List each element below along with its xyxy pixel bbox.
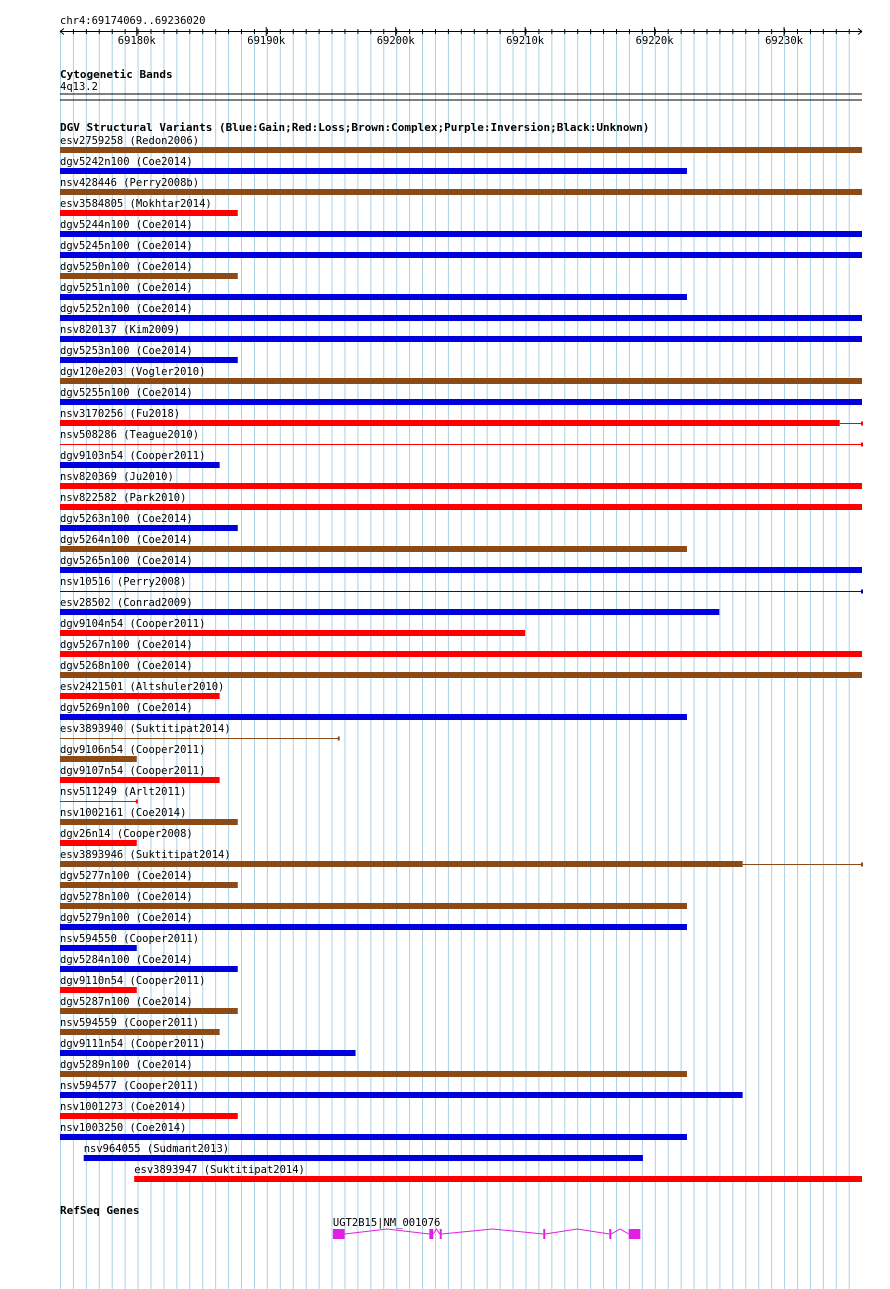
dgv-feature-label: nsv594550 (Cooper2011) [60,933,200,945]
gene-exon [333,1229,345,1239]
dgv-feature-label: dgv5255n100 (Coe2014) [60,387,193,399]
dgv-feature-bar[interactable] [60,987,137,993]
dgv-feature-label: dgv9106n54 (Cooper2011) [60,744,206,756]
dgv-feature-label: dgv5251n100 (Coe2014) [60,282,193,294]
dgv-feature-bar[interactable] [60,966,238,972]
dgv-feature-label: esv28502 (Conrad2009) [60,597,193,609]
ruler-tick-label: 69180k [117,35,156,47]
ruler-tick-label: 69230k [765,35,804,47]
dgv-feature[interactable] [60,597,719,615]
dgv-feature-bar[interactable] [60,315,862,321]
gene-model[interactable] [333,1217,640,1239]
dgv-feature-bar[interactable] [60,1092,743,1098]
dgv-feature-label: esv2421501 (Altshuler2010) [60,681,225,693]
dgv-feature-bar[interactable] [60,378,862,384]
gene-exon [543,1229,545,1239]
dgv-feature[interactable] [60,765,220,783]
dgv-feature-label: esv3893947 (Suktitipat2014) [134,1164,305,1176]
dgv-feature[interactable] [60,450,220,468]
dgv-feature-bar[interactable] [84,1155,643,1161]
gene-intron [442,1229,544,1234]
dgv-feature-bar[interactable] [60,336,862,342]
dgv-feature-bar[interactable] [60,420,840,426]
dgv-feature[interactable] [84,1143,643,1161]
dgv-feature[interactable] [60,534,687,552]
dgv-feature-bar[interactable] [60,945,137,951]
dgv-feature[interactable] [60,744,205,762]
dgv-feature-end-mark [338,737,340,741]
dgv-feature-bar[interactable] [60,294,687,300]
dgv-feature-bar[interactable] [60,189,862,195]
dgv-feature-label: esv3584805 (Mokhtar2014) [60,198,212,210]
dgv-feature[interactable] [60,1080,743,1098]
dgv-track-title: DGV Structural Variants (Blue:Gain;Red:Loss;Brown:Complex;Purple:Inversion;Black:Unknown) [60,121,650,134]
dgv-feature-label: esv3893946 (Suktitipat2014) [60,849,231,861]
dgv-feature-bar[interactable] [134,1176,862,1182]
dgv-feature[interactable] [60,513,238,531]
dgv-feature-label: dgv9107n54 (Cooper2011) [60,765,206,777]
dgv-feature-label: nsv511249 (Arlt2011) [60,786,187,798]
dgv-feature-label: dgv5252n100 (Coe2014) [60,303,193,315]
dgv-feature-label: dgv9111n54 (Cooper2011) [60,1038,206,1050]
dgv-feature-label: dgv5277n100 (Coe2014) [60,870,193,882]
gene-models [333,1217,640,1239]
dgv-feature[interactable] [60,618,525,636]
dgv-feature[interactable] [60,828,193,846]
dgv-feature-end-mark [861,443,863,447]
dgv-feature-end-mark [861,863,863,867]
dgv-feature-label: dgv5284n100 (Coe2014) [60,954,193,966]
dgv-feature[interactable] [60,1122,687,1140]
dgv-feature[interactable] [60,912,687,930]
dgv-feature-bar[interactable] [60,1050,356,1056]
dgv-feature-label: nsv1002161 (Coe2014) [60,807,187,819]
dgv-feature-bar[interactable] [60,609,719,615]
dgv-feature-end-mark [861,422,863,426]
dgv-feature-bar[interactable] [60,861,743,867]
dgv-feature-label: nsv822582 (Park2010) [60,492,187,504]
dgv-feature-bar[interactable] [60,903,687,909]
dgv-feature-bar[interactable] [60,777,220,783]
dgv-feature-bar[interactable] [60,273,238,279]
dgv-feature-bar[interactable] [60,462,220,468]
dgv-feature-label: dgv5242n100 (Coe2014) [60,156,193,168]
dgv-feature-end-mark [136,800,138,804]
dgv-feature-label: dgv5264n100 (Coe2014) [60,534,193,546]
cytoband-track-title: Cytogenetic Bands [60,68,173,81]
region-label: chr4:69174069..69236020 [60,15,206,27]
dgv-feature[interactable] [134,1164,862,1182]
dgv-feature-label: nsv508286 (Teague2010) [60,429,200,441]
dgv-feature-bar[interactable] [60,399,862,405]
dgv-feature-bar[interactable] [60,819,238,825]
refseq-track [60,1204,640,1239]
refseq-track-title: RefSeq Genes [60,1204,140,1217]
dgv-feature[interactable] [60,954,238,972]
dgv-feature[interactable] [60,723,340,741]
dgv-feature-label: nsv964055 (Sudmant2013) [83,1143,230,1155]
gene-exon [440,1229,442,1239]
dgv-feature-bar[interactable] [60,882,238,888]
dgv-feature[interactable] [60,996,238,1014]
dgv-feature-label: dgv5265n100 (Coe2014) [60,555,193,567]
dgv-feature-label: dgv5244n100 (Coe2014) [60,219,193,231]
dgv-feature-bar[interactable] [60,483,862,489]
dgv-feature[interactable] [60,1038,356,1056]
dgv-feature-bar[interactable] [60,357,238,363]
dgv-feature-label: dgv9104n54 (Cooper2011) [60,618,206,630]
dgv-feature[interactable] [60,891,687,909]
ruler-tick-label: 69220k [635,35,674,47]
dgv-feature[interactable] [60,702,687,720]
dgv-feature-bar[interactable] [60,840,137,846]
dgv-feature-bar[interactable] [60,252,862,258]
dgv-feature-bar[interactable] [60,567,862,573]
gene-exon [429,1229,433,1239]
dgv-feature-label: dgv5279n100 (Coe2014) [60,912,193,924]
dgv-feature-bar[interactable] [60,630,525,636]
dgv-feature-label: dgv120e203 (Vogler2010) [60,366,206,378]
dgv-feature-bar[interactable] [60,168,687,174]
dgv-feature-label: dgv9103n54 (Cooper2011) [60,450,206,462]
ruler-tick-label: 69200k [376,35,415,47]
dgv-feature-bar[interactable] [60,756,137,762]
dgv-feature-label: dgv5289n100 (Coe2014) [60,1059,193,1071]
dgv-feature-label: nsv1003250 (Coe2014) [60,1122,187,1134]
dgv-feature-bar[interactable] [60,1134,687,1140]
dgv-feature[interactable] [60,681,224,699]
dgv-feature-label: nsv1001273 (Coe2014) [60,1101,187,1113]
dgv-feature[interactable] [60,1017,220,1035]
dgv-feature-label: dgv5269n100 (Coe2014) [60,702,193,714]
dgv-feature-label: dgv5263n100 (Coe2014) [60,513,193,525]
dgv-feature-bar[interactable] [60,504,862,510]
dgv-feature-label: dgv5253n100 (Coe2014) [60,345,193,357]
dgv-feature-bar[interactable] [60,546,687,552]
dgv-feature-label: dgv5245n100 (Coe2014) [60,240,193,252]
dgv-feature-label: nsv594577 (Cooper2011) [60,1080,200,1092]
dgv-feature[interactable] [60,870,238,888]
dgv-feature[interactable] [60,261,238,279]
dgv-feature-bar[interactable] [60,231,862,237]
gene-intron [433,1229,439,1234]
cytoband-label: 4q13.2 [60,81,98,93]
dgv-feature[interactable] [60,933,199,951]
dgv-feature-bar[interactable] [60,924,687,930]
ruler-tick-label: 69210k [506,35,545,47]
gene-intron [611,1229,628,1234]
dgv-feature-bar[interactable] [60,1029,220,1035]
dgv-feature-label: dgv5250n100 (Coe2014) [60,261,193,273]
dgv-feature[interactable] [60,282,687,300]
dgv-feature-label: nsv594559 (Cooper2011) [60,1017,200,1029]
dgv-feature-label: nsv3170256 (Fu2018) [60,408,181,420]
gene-label: UGT2B15|NM_001076 [332,1217,441,1229]
dgv-feature-bar[interactable] [60,1113,238,1119]
dgv-feature-end-mark [861,590,863,594]
dgv-feature-bar[interactable] [60,693,220,699]
dgv-feature-label: dgv5278n100 (Coe2014) [60,891,193,903]
gene-intron [345,1229,430,1234]
dgv-feature[interactable] [60,345,238,363]
dgv-feature-label: dgv9110n54 (Cooper2011) [60,975,206,987]
dgv-feature-bar[interactable] [60,525,238,531]
dgv-feature[interactable] [60,807,238,825]
dgv-feature-label: esv3893940 (Suktitipat2014) [60,723,231,735]
dgv-feature[interactable] [60,786,186,804]
dgv-feature[interactable] [60,198,238,216]
dgv-feature-bar[interactable] [60,210,238,216]
dgv-feature-label: dgv5267n100 (Coe2014) [60,639,193,651]
ruler-tick-label: 69190k [247,35,286,47]
dgv-feature-label: nsv820369 (Ju2010) [60,471,174,483]
gene-exon [629,1229,641,1239]
dgv-feature[interactable] [60,156,687,174]
dgv-feature-bar[interactable] [60,672,862,678]
dgv-feature-bar[interactable] [60,1008,238,1014]
dgv-feature-label: esv2759258 (Redon2006) [60,135,200,147]
dgv-feature-bar[interactable] [60,147,862,153]
dgv-feature-label: nsv10516 (Perry2008) [60,576,187,588]
dgv-feature-label: nsv428446 (Perry2008b) [60,177,200,189]
gene-exon [609,1229,611,1239]
dgv-feature-label: dgv5268n100 (Coe2014) [60,660,193,672]
dgv-feature-label: nsv820137 (Kim2009) [60,324,181,336]
dgv-feature-bar[interactable] [60,1071,687,1077]
dgv-feature-bar[interactable] [60,651,862,657]
dgv-feature[interactable] [60,1101,238,1119]
dgv-feature[interactable] [60,975,205,993]
dgv-feature-bar[interactable] [60,714,687,720]
dgv-feature-label: dgv5287n100 (Coe2014) [60,996,193,1008]
dgv-feature[interactable] [60,1059,687,1077]
dgv-feature-label: dgv26n14 (Cooper2008) [60,828,193,840]
